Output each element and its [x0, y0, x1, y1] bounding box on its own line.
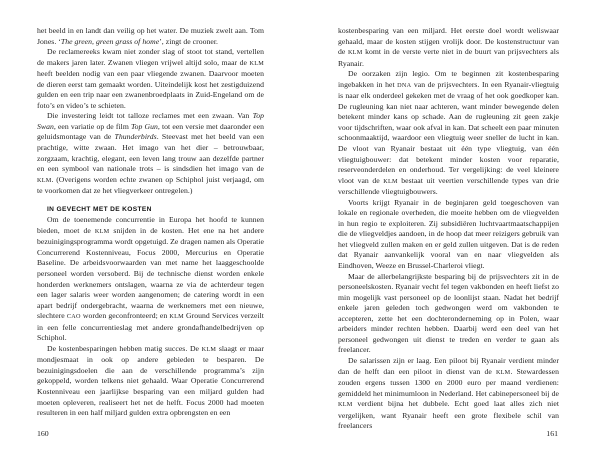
paragraph — [338, 198, 559, 272]
italic-text: The green, green grass of home — [60, 36, 160, 46]
body-text: . Steevast met het beeld van een prachtige, witte zwaan. Het imago van het dier – betrouwbaar, zorgzaam, krachtig, elegant, een leven lang trouw aan dezelfde partner en een symbool van nationale trots – is sindsdien het imago van de — [37, 132, 264, 174]
paragraph — [338, 272, 559, 356]
smallcaps-text: KLM — [37, 176, 52, 184]
body-text: Ground Services verzeilt in een felle concurrentieslag met andere grondafhandelbedrijven op Schiphol. — [37, 311, 264, 343]
smallcaps-text: KLM — [347, 49, 363, 57]
italic-text: Top Swan — [37, 111, 264, 131]
paragraph — [338, 69, 559, 198]
smallcaps-text: KLM — [201, 345, 217, 353]
body-text: Om de toenemende concurrentie in Europa het hoofd te kunnen bieden, moet de — [37, 215, 264, 235]
italic-text: Top Gun — [130, 121, 158, 131]
body-text: , tot een versie met daaronder een geluidsmontage van de — [37, 121, 264, 142]
paragraph — [338, 26, 559, 69]
body-text: van de prijsvechters. In een Ryanair-vliegtuig is naar elk onderdeel gekeken met de vraag of het ook goedkoper kan. De rugleuning kan niet naar achteren, want minder bewegende delen betekent minder kans op schade. Aan de rugleuning zit geen zakje voor tijdschriften, waar ook afval in kan. Dat scheelt een paar minuten schoonmaaktijd, waardoor een vliegtuig weer sneller de lucht in kan. De vloot van Ryanair bestaat uit één type vliegtuig, van één vliegtuigbouwer: dat betekent minder kosten voor reparatie, reserveonderdelen en onderhoud. Ter vergelijking: de veel kleinere vloot van de — [338, 79, 559, 185]
paragraph — [37, 47, 264, 111]
body-text: heeft beelden nodig van een paar vliegende zwanen. Daarvoor moeten de dieren eerst tam gemaakt worden. Uiteindelijk kost het zestigduizend gulden en een trip naar een zwanenbroedplaats in Zuid-Engeland om de foto’s en video’s te schieten. — [37, 69, 264, 110]
body-text: het beeld in en landt dan veilig op het water. De muziek zwelt aan. Tom Jones. ‘ — [37, 26, 264, 46]
body-text: Maar de allerbelangrijkste besparing bij de prijsvechters zit in de personeelskosten. Ryanair vecht fel tegen vakbonden en heeft liefst zo min mogelijk vast personeel op de loonlijst staan. Nadat het bedrijf enkele jaren geleden toch gedwongen werd om vakbonden te accepteren, zette het een dochteronderneming op in Polen, waar arbeiders minder rechten hebben. Daarbij werd een deel van het personeel gedwongen uit dienst te treden en verder te gaan als freelancer. — [338, 271, 559, 355]
paragraph — [338, 356, 559, 432]
body-text: Die investering leidt tot talloze reclames met een zwaan. Van — [47, 111, 253, 121]
smallcaps-text: CAO — [66, 313, 81, 321]
paragraph — [37, 215, 264, 344]
body-text: De salarissen zijn er laag. Een piloot bij Ryanair verdient minder dan de helft dan een piloot in dienst van de — [338, 355, 559, 376]
right-page-text-column — [338, 26, 559, 432]
left-page-text-column — [37, 26, 264, 419]
smallcaps-text: KLM — [338, 401, 353, 409]
italic-text: Thunderbirds — [114, 132, 157, 142]
body-text: snijden in de kosten. Het ene na het andere bezuinigingsprogramma wordt opgetuigd. Ze dragen namen als Operatie Concurrerend Kostenniveau, Focus 2000, Mercurius en Operatie Baseline. De arbeidsvoorwaarden van met name het laaggeschoolde personeel worden versoberd. Bij de technische dienst worden enkele honderden werknemers ontslagen, waarna ze via de achterdeur tegen een lager salaris weer worden aangenomen; de catering wordt in een apart bedrijf ondergebracht, waarna de werknemers met een nieuwe, slechtere — [37, 225, 264, 321]
section-heading: IN GEVECHT MET DE KOSTEN — [47, 205, 152, 213]
smallcaps-text: DNA — [397, 81, 412, 89]
body-text: Voorts krijgt Ryanair in de beginjaren geld toegeschoven van lokale en regionale overheden, die moeite hebben om de vliegvelden in hun regio te exploiteren. Zij subsidiëren luchtvaartmaatschappijen die de vliegveldjes aandoen, in de hoop dat meer reizigers gebruik van het vliegveld zullen maken en er geld zullen uitgeven. Dat is de reden dat Ryanair aanvankelijk vooral van en naar vliegvelden als Eindhoven, Weeze en Brussel-Charleroi vliegt. — [338, 197, 559, 271]
body-text: ’, zingt de crooner. — [159, 36, 219, 46]
paragraph — [37, 26, 264, 47]
smallcaps-text: KLM — [383, 177, 398, 185]
body-text: worden geconfronteerd; en — [80, 311, 170, 321]
paragraph — [37, 111, 264, 196]
body-text: . Stewardessen zouden ergens tussen 1300 en 2000 euro per maand verdienen: gemiddeld het minimumloon in Nederland. Het cabinepersoneel bij de — [338, 366, 559, 398]
paragraph — [37, 344, 264, 419]
body-text: kostenbesparing van een miljard. Het eerste doel wordt weliswaar gehaald, maar de kosten stijgen vrolijk door. De kostenstructuur van de — [338, 26, 559, 57]
page-number-right: 161 — [546, 429, 558, 438]
body-text: verdient bijna het dubbele. Echt goed laat alles zich niet vergelijken, want Ryanair heeft een grote flexibele schil van freelancers — [338, 399, 559, 431]
body-text: De kostenbesparingen hebben matig succes. De — [47, 343, 202, 353]
smallcaps-text: KLM — [169, 313, 184, 321]
body-text: De oorzaken zijn legio. Om te beginnen zit kostenbesparing ingebakken in het — [338, 69, 559, 89]
smallcaps-text: KLM — [94, 227, 110, 235]
body-text: slaagt er maar mondjesmaat in ook op andere gebieden te besparen. De bezuinigingsdoelen die aan de verschillende programma’s zijn gekoppeld, worden telkens niet gehaald. Waar Operatie Concurrerend Kostenniveau een jaarlijkse besparing van een miljard gulden had moeten opleveren, realiseert het net de helft. Focus 2000 had moeten resulteren in een half miljard gulden extra opbrengsten en een — [37, 343, 264, 418]
body-text: . (Overigens worden echte zwanen op Schiphol juist verjaagd, om te voorkomen dat ze het vliegverkeer ontregelen.) — [37, 174, 264, 196]
body-text: komt in de verste verte niet in de buurt van prijsvechters als Ryanair. — [338, 47, 559, 68]
page-number-left: 160 — [37, 429, 49, 438]
body-text: , een variatie op de film — [53, 121, 131, 131]
body-text: De reclamereeks kwam niet zonder slag of stoot tot stand, vertellen de makers jaren later. Zwanen vliegen vrijwel altijd solo, maar de — [37, 47, 264, 67]
smallcaps-text: KLM — [495, 368, 511, 376]
smallcaps-text: KLM — [249, 59, 264, 67]
body-text: bestaat uit veertien verschillende types van drie verschillende vliegtuigbouwers. — [338, 175, 560, 197]
